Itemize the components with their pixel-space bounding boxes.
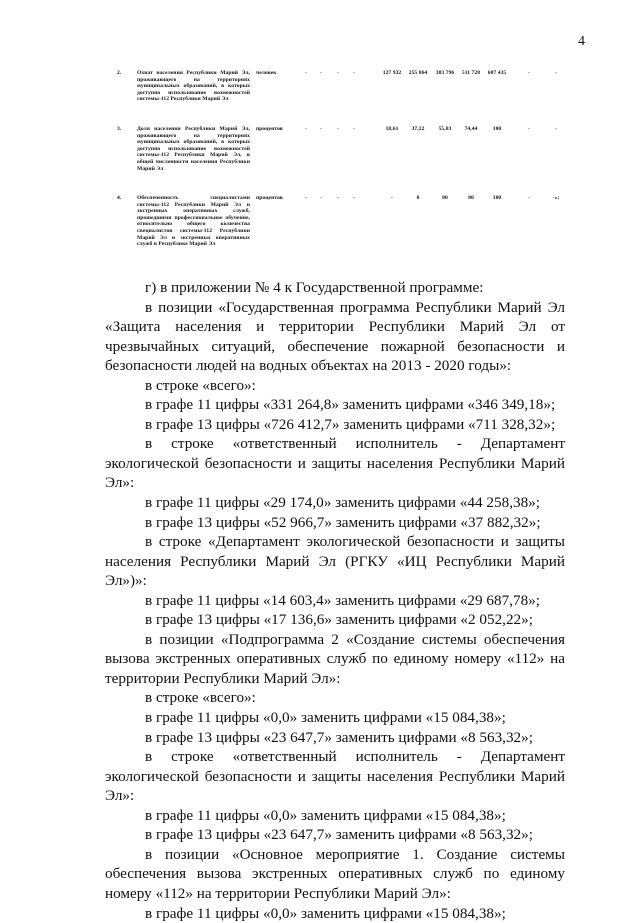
paragraph: в позиции «Государственная программа Республики Марий Эл «Защита населения и территории Республики Марий Эл от чрезвычайных ситуаций, обеспечение пожарной безопасности и безопасности людей на водных объектах на 2013 - 2020 годы»: — [105, 298, 565, 376]
paragraph: в графе 11 цифры «331 264,8» заменить цифрами «346 349,18»; — [105, 395, 565, 415]
row-unit: процентов — [256, 195, 283, 202]
row-value: 0 — [405, 195, 431, 202]
paragraph: в позиции «Подпрограмма 2 «Создание системы обеспечения вызова экстренных оперативных служб по единому номеру «112» на территории Республики Марий Эл»: — [105, 630, 565, 689]
paragraph: в графе 13 цифры «17 136,6» заменить цифрами «2 052,22»; — [105, 610, 565, 630]
paragraph: в строке «всего»: — [105, 688, 565, 708]
paragraph: в графе 11 цифры «0,0» заменить цифрами «15 084,38»; — [105, 806, 565, 826]
row-value: 18,61 — [379, 126, 405, 133]
row-value: 80 — [458, 195, 484, 202]
row-value: 511 728 — [458, 70, 484, 77]
paragraph: в графе 11 цифры «0,0» заменить цифрами «15 084,38»; — [105, 904, 565, 923]
row-description: Обеспеченность специалистами системы-112 Республики Марий Эл и экстренных оперативных служб, прошедшими профессиональное обучение, относительно общего количества специалистов системы-112 Республики Марий Эл и экстренных оперативных служб в Республике Марий Эл — [137, 195, 250, 248]
row-value: - — [341, 126, 367, 133]
row-value: -»; — [543, 195, 569, 202]
row-value: 687 435 — [484, 70, 510, 77]
row-value: - — [341, 70, 367, 77]
paragraph: в графе 13 цифры «23 647,7» заменить цифрами «8 563,32»; — [105, 728, 565, 748]
row-value: - — [516, 70, 542, 77]
row-value: - — [308, 126, 334, 133]
paragraph: г) в приложении № 4 к Государственной программе: — [105, 278, 565, 298]
row-value: 80 — [432, 195, 458, 202]
paragraph: в графе 13 цифры «726 412,7» заменить цифрами «711 328,32»; — [105, 415, 565, 435]
row-value: - — [325, 195, 351, 202]
paragraph: в графе 13 цифры «23 647,7» заменить цифрами «8 563,32»; — [105, 825, 565, 845]
row-value: - — [543, 70, 569, 77]
row-value: - — [516, 195, 542, 202]
row-value: 100 — [484, 195, 510, 202]
amendment-text — [105, 278, 565, 923]
paragraph: в строке «ответственный исполнитель - Департамент экологической безопасности и защиты населения Республики Марий Эл»: — [105, 747, 565, 806]
paragraph: в графе 13 цифры «52 966,7» заменить цифрами «37 882,32»; — [105, 513, 565, 533]
row-number: 3. — [117, 126, 121, 133]
row-value: - — [308, 70, 334, 77]
row-value: 127 932 — [379, 70, 405, 77]
row-value: - — [325, 70, 351, 77]
row-value: - — [516, 126, 542, 133]
page-number: 4 — [578, 34, 585, 50]
row-unit: человек — [256, 70, 277, 77]
row-value: 37,22 — [405, 126, 431, 133]
row-value: - — [293, 126, 319, 133]
row-value: - — [379, 195, 405, 202]
row-value: 100 — [484, 126, 510, 133]
row-value: - — [325, 126, 351, 133]
row-number: 2. — [117, 70, 121, 77]
row-description: Охват населения Республики Марий Эл, проживающего на территориях муниципальных образований, в которых доступно использование возможностей системы-112 Республики Марий Эл — [137, 70, 250, 103]
row-value: - — [293, 70, 319, 77]
row-value: 74,44 — [458, 126, 484, 133]
paragraph: в графе 11 цифры «14 603,4» заменить цифрами «29 687,78»; — [105, 591, 565, 611]
paragraph: в графе 11 цифры «29 174,0» заменить цифрами «44 258,38»; — [105, 493, 565, 513]
paragraph: в строке «всего»: — [105, 376, 565, 396]
row-value: - — [543, 126, 569, 133]
paragraph: в строке «ответственный исполнитель - Департамент экологической безопасности и защиты населения Республики Марий Эл»: — [105, 434, 565, 493]
row-description: Доля населения Республики Марий Эл, проживающего на территориях муниципальных образований, в которых доступно использование возможностей системы-112 Республики Марий Эл, в общей численности населения Республики Марий Эл — [137, 126, 250, 172]
row-number: 4. — [117, 195, 121, 202]
row-unit: процентов — [256, 126, 283, 133]
paragraph: в строке «Департамент экологической безопасности и защиты населения Республики Марий Эл (РГКУ «ИЦ Республики Марий Эл»)»: — [105, 532, 565, 591]
row-value: - — [308, 195, 334, 202]
row-value: - — [341, 195, 367, 202]
paragraph: в позиции «Основное мероприятие 1. Создание системы обеспечения вызова экстренных оперативных служб по единому номеру «112» на территории Республики Марий Эл»: — [105, 845, 565, 904]
row-value: 383 796 — [432, 70, 458, 77]
row-value: 55,83 — [432, 126, 458, 133]
row-value: 255 864 — [405, 70, 431, 77]
paragraph: в графе 11 цифры «0,0» заменить цифрами «15 084,38»; — [105, 708, 565, 728]
row-value: - — [293, 195, 319, 202]
